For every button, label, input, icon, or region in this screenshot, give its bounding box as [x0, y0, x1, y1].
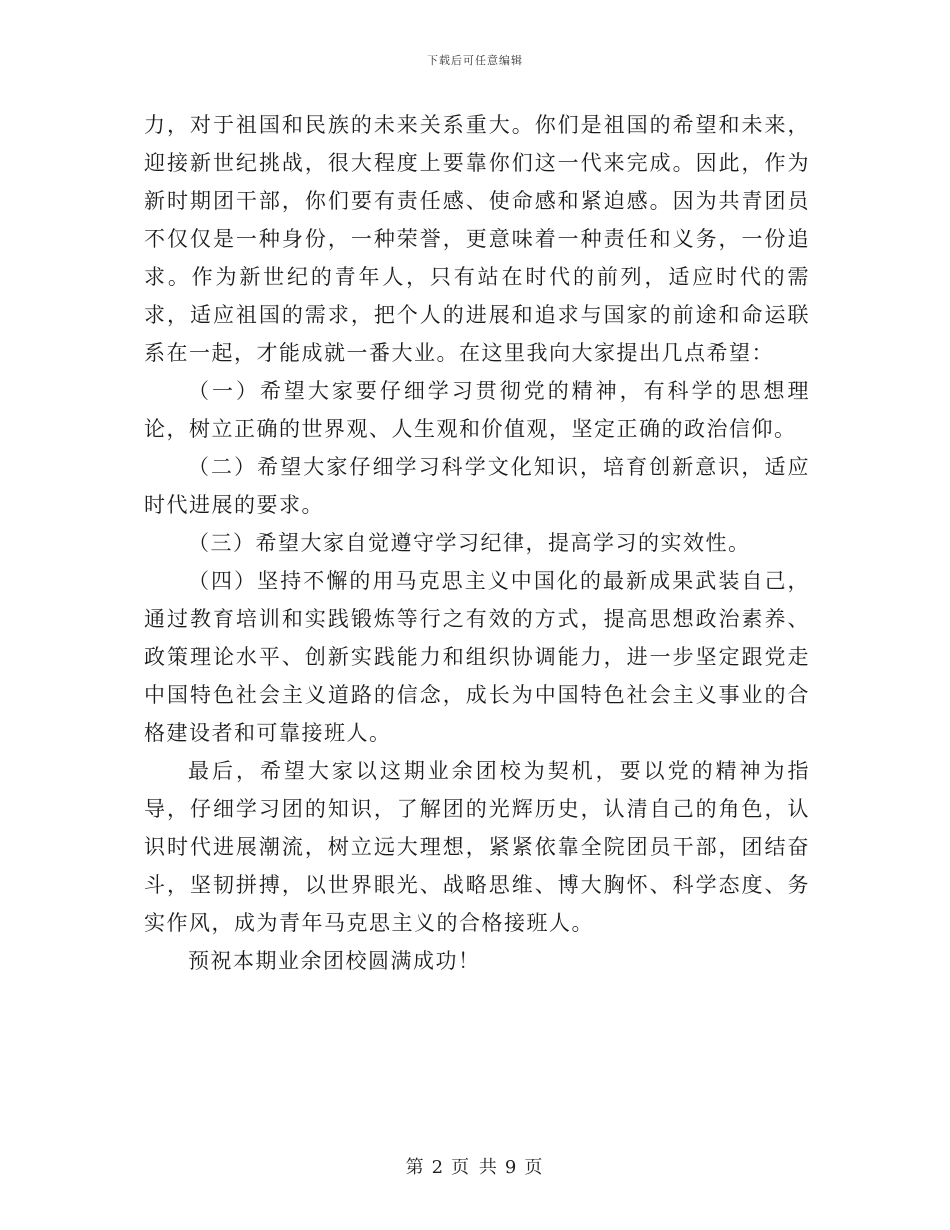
- paragraph-hope-1: （一）希望大家要仔细学习贯彻党的精神，有科学的思想理论，树立正确的世界观、人生观和价值观，坚定正确的政治信仰。: [144, 379, 810, 441]
- total-pages-number: 9: [504, 1157, 519, 1178]
- document-body: [144, 106, 810, 980]
- page-header: 下载后可任意编辑: [427, 54, 523, 67]
- footer-prefix: 第: [405, 1157, 426, 1178]
- paragraph-hope-3: （三）希望大家自觉遵守学习纪律，提高学习的实效性。: [188, 531, 751, 555]
- paragraph-continuation: 力，对于祖国和民族的未来关系重大。你们是祖国的希望和未来，迎接新世纪挑战，很大程度上要靠你们这一代来完成。因此，作为新时期团干部，你们要有责任感、使命感和紧迫感。因为共青团员不仅仅是一种身份，一种荣誉，更意味着一种责任和义务，一份追求。作为新世纪的青年人，只有站在时代的前列，适应时代的需求，适应祖国的需求，把个人的进展和追求与国家的前途和命运联系在一起，才能成就一番大业。在这里我向大家提出几点希望：: [144, 113, 810, 365]
- paragraph-closing-wish: 预祝本期业余团校圆满成功！: [188, 949, 481, 973]
- footer-middle: 页 共: [451, 1157, 499, 1178]
- current-page-number: 2: [431, 1157, 446, 1178]
- footer-suffix: 页: [524, 1157, 545, 1178]
- page-footer: [0, 1153, 950, 1179]
- paragraph-hope-2: （二）希望大家仔细学习科学文化知识，培育创新意识，适应时代进展的要求。: [144, 455, 810, 517]
- paragraph-conclusion: 最后，希望大家以这期业余团校为契机，要以党的精神为指导，仔细学习团的知识，了解团的光辉历史，认清自己的角色，认识时代进展潮流，树立远大理想，紧紧依靠全院团员干部，团结奋斗，坚韧拼搏，以世界眼光、战略思维、博大胸怀、科学态度、务实作风，成为青年马克思主义的合格接班人。: [144, 759, 810, 935]
- paragraph-hope-4: （四）坚持不懈的用马克思主义中国化的最新成果武装自己，通过教育培训和实践锻炼等行之有效的方式，提高思想政治素养、政策理论水平、创新实践能力和组织协调能力，进一步坚定跟党走中国特色社会主义道路的信念，成长为中国特色社会主义事业的合格建设者和可靠接班人。: [144, 569, 810, 745]
